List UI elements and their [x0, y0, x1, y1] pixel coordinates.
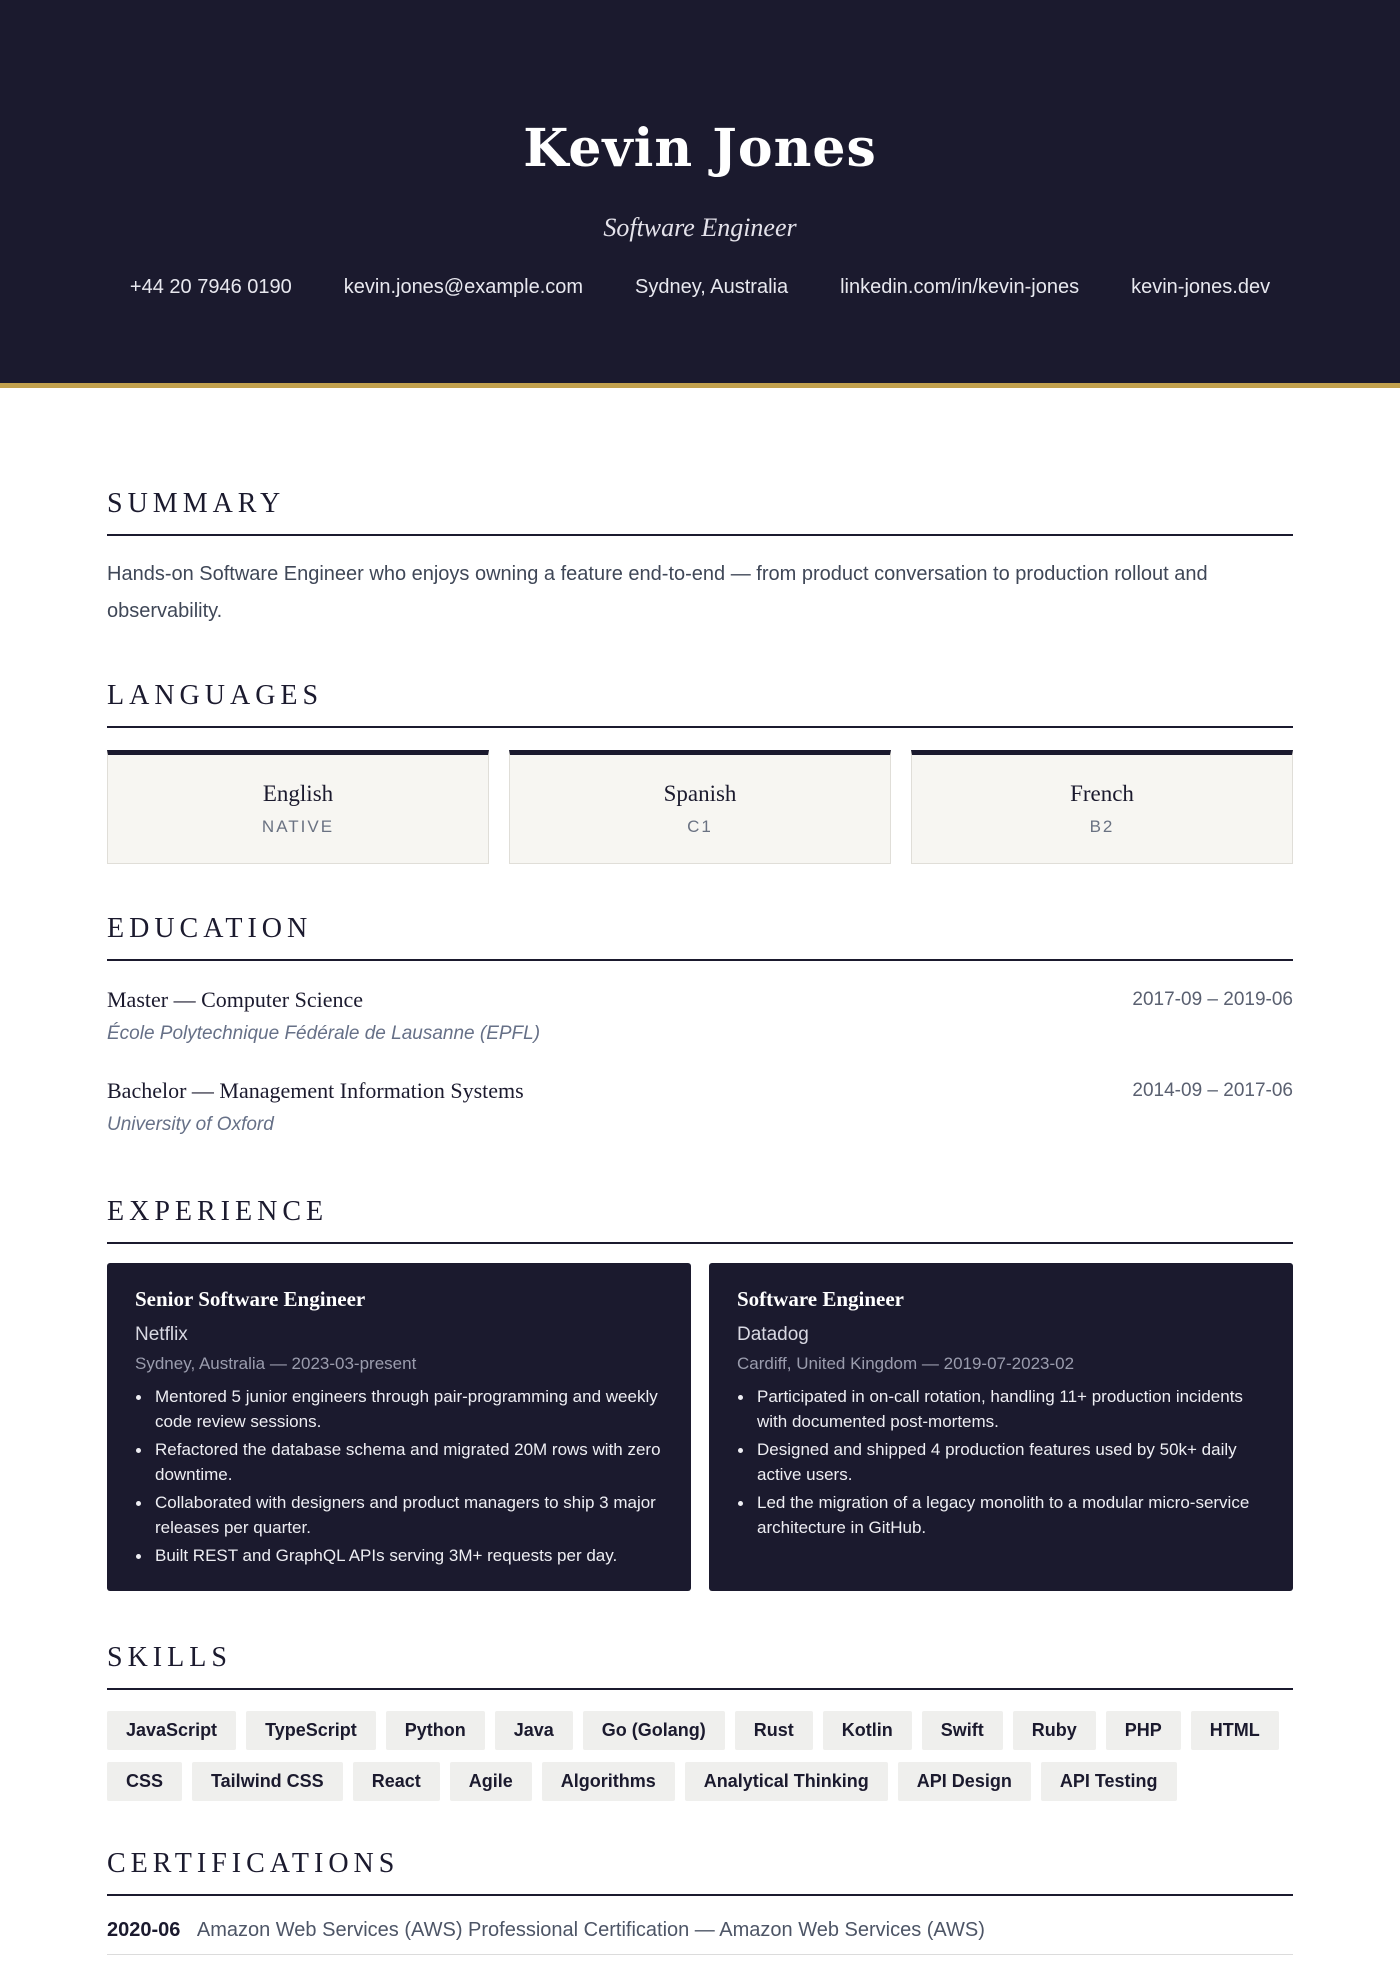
- experience-card: [107, 1263, 691, 1591]
- achievement-item: Built REST and GraphQL APIs serving 3M+ requests per day.: [135, 1543, 663, 1568]
- skill-tag: Algorithms: [542, 1762, 675, 1801]
- contact-location: Sydney, Australia: [635, 276, 789, 298]
- education-dates: 2014-09 – 2017-06: [1132, 1080, 1293, 1101]
- education-item: [107, 1078, 1293, 1136]
- skills-section: [107, 1642, 1293, 1801]
- contact-linkedin[interactable]: linkedin.com/in/kevin-jones: [840, 276, 1080, 298]
- skills-heading: SKILLS: [107, 1642, 1293, 1690]
- job-company: Netflix: [135, 1324, 188, 1345]
- summary-heading: SUMMARY: [107, 488, 1293, 536]
- language-level: C1: [687, 817, 713, 836]
- skill-tag: Swift: [922, 1711, 1003, 1750]
- education-heading: EDUCATION: [107, 913, 1293, 961]
- skills-list: [107, 1711, 1293, 1801]
- skill-tag: Agile: [450, 1762, 532, 1801]
- education-dates: 2017-09 – 2019-06: [1132, 989, 1293, 1010]
- skill-tag: Java: [495, 1711, 573, 1750]
- education-degree: Bachelor — Management Information Systems: [107, 1078, 524, 1103]
- contact-phone[interactable]: +44 20 7946 0190: [129, 276, 292, 298]
- experience-list: [107, 1263, 1293, 1591]
- language-card: [509, 750, 891, 864]
- language-level: B2: [1089, 817, 1115, 836]
- skill-tag: CSS: [107, 1762, 182, 1801]
- certifications-section: [107, 1848, 1293, 1955]
- achievement-item: Designed and shipped 4 production features used by 50k+ daily active users.: [737, 1437, 1265, 1487]
- skill-tag: API Testing: [1041, 1762, 1177, 1801]
- certification-date: 2020-06: [107, 1919, 181, 1941]
- achievement-item: Participated in on-call rotation, handling 11+ production incidents with documented post-mortems.: [737, 1384, 1265, 1434]
- summary-text: Hands-on Software Engineer who enjoys owning a feature end-to-end — from product conversation to production rollout and observability.: [107, 563, 1208, 622]
- language-name: French: [1070, 781, 1134, 806]
- certifications-heading: CERTIFICATIONS: [107, 1848, 1293, 1896]
- candidate-role: Software Engineer: [603, 213, 797, 242]
- achievement-item: Led the migration of a legacy monolith to a modular micro-service architecture in GitHub.: [737, 1490, 1265, 1540]
- achievement-item: Mentored 5 junior engineers through pair-programming and weekly code review sessions.: [135, 1384, 663, 1434]
- job-achievements: [135, 1384, 663, 1568]
- education-degree: Master — Computer Science: [107, 987, 363, 1012]
- achievement-item: Refactored the database schema and migrated 20M rows with zero downtime.: [135, 1437, 663, 1487]
- education-school: École Polytechnique Fédérale de Lausanne (EPFL): [107, 1023, 541, 1044]
- summary-section: [107, 488, 1293, 630]
- job-title: Senior Software Engineer: [135, 1287, 366, 1311]
- language-level: NATIVE: [261, 817, 335, 836]
- experience-heading: EXPERIENCE: [107, 1196, 1293, 1244]
- contact-email[interactable]: kevin.jones@example.com: [343, 276, 584, 298]
- experience-section: [107, 1196, 1293, 1591]
- skill-tag: Go (Golang): [583, 1711, 725, 1750]
- skill-tag: API Design: [898, 1762, 1031, 1801]
- education-school: University of Oxford: [107, 1114, 274, 1135]
- skill-tag: Ruby: [1013, 1711, 1096, 1750]
- education-item: [107, 987, 1293, 1045]
- language-name: Spanish: [663, 781, 737, 806]
- languages-heading: LANGUAGES: [107, 680, 1293, 728]
- language-card: [107, 750, 489, 864]
- job-company: Datadog: [737, 1324, 809, 1345]
- skill-tag: JavaScript: [107, 1711, 236, 1750]
- skill-tag: Kotlin: [823, 1711, 912, 1750]
- contact-bar: [0, 276, 1400, 299]
- language-card: [911, 750, 1293, 864]
- achievement-item: Collaborated with designers and product managers to ship 3 major releases per quarter.: [135, 1490, 663, 1540]
- certification-name: Amazon Web Services (AWS) Professional Certification — Amazon Web Services (AWS): [196, 1919, 985, 1941]
- skill-tag: Python: [386, 1711, 485, 1750]
- skill-tag: HTML: [1191, 1711, 1279, 1750]
- languages-section: [107, 680, 1293, 864]
- job-meta: Sydney, Australia — 2023-03-present: [135, 1354, 417, 1373]
- skill-tag: Analytical Thinking: [685, 1762, 888, 1801]
- experience-card: [709, 1263, 1293, 1591]
- contact-website[interactable]: kevin-jones.dev: [1131, 276, 1271, 298]
- job-title: Software Engineer: [737, 1287, 905, 1311]
- skill-tag: React: [353, 1762, 440, 1801]
- language-name: English: [262, 781, 334, 806]
- job-meta: Cardiff, United Kingdom — 2019-07-2023-02: [737, 1354, 1075, 1373]
- certification-item: [107, 1919, 1293, 1955]
- skill-tag: TypeScript: [246, 1711, 376, 1750]
- resume-header: [0, 0, 1400, 388]
- skill-tag: PHP: [1106, 1711, 1181, 1750]
- skill-tag: Tailwind CSS: [192, 1762, 343, 1801]
- candidate-name: Kevin Jones: [523, 118, 877, 179]
- education-section: [107, 913, 1293, 1136]
- job-achievements: [737, 1384, 1265, 1540]
- skill-tag: Rust: [735, 1711, 813, 1750]
- languages-list: [107, 750, 1293, 864]
